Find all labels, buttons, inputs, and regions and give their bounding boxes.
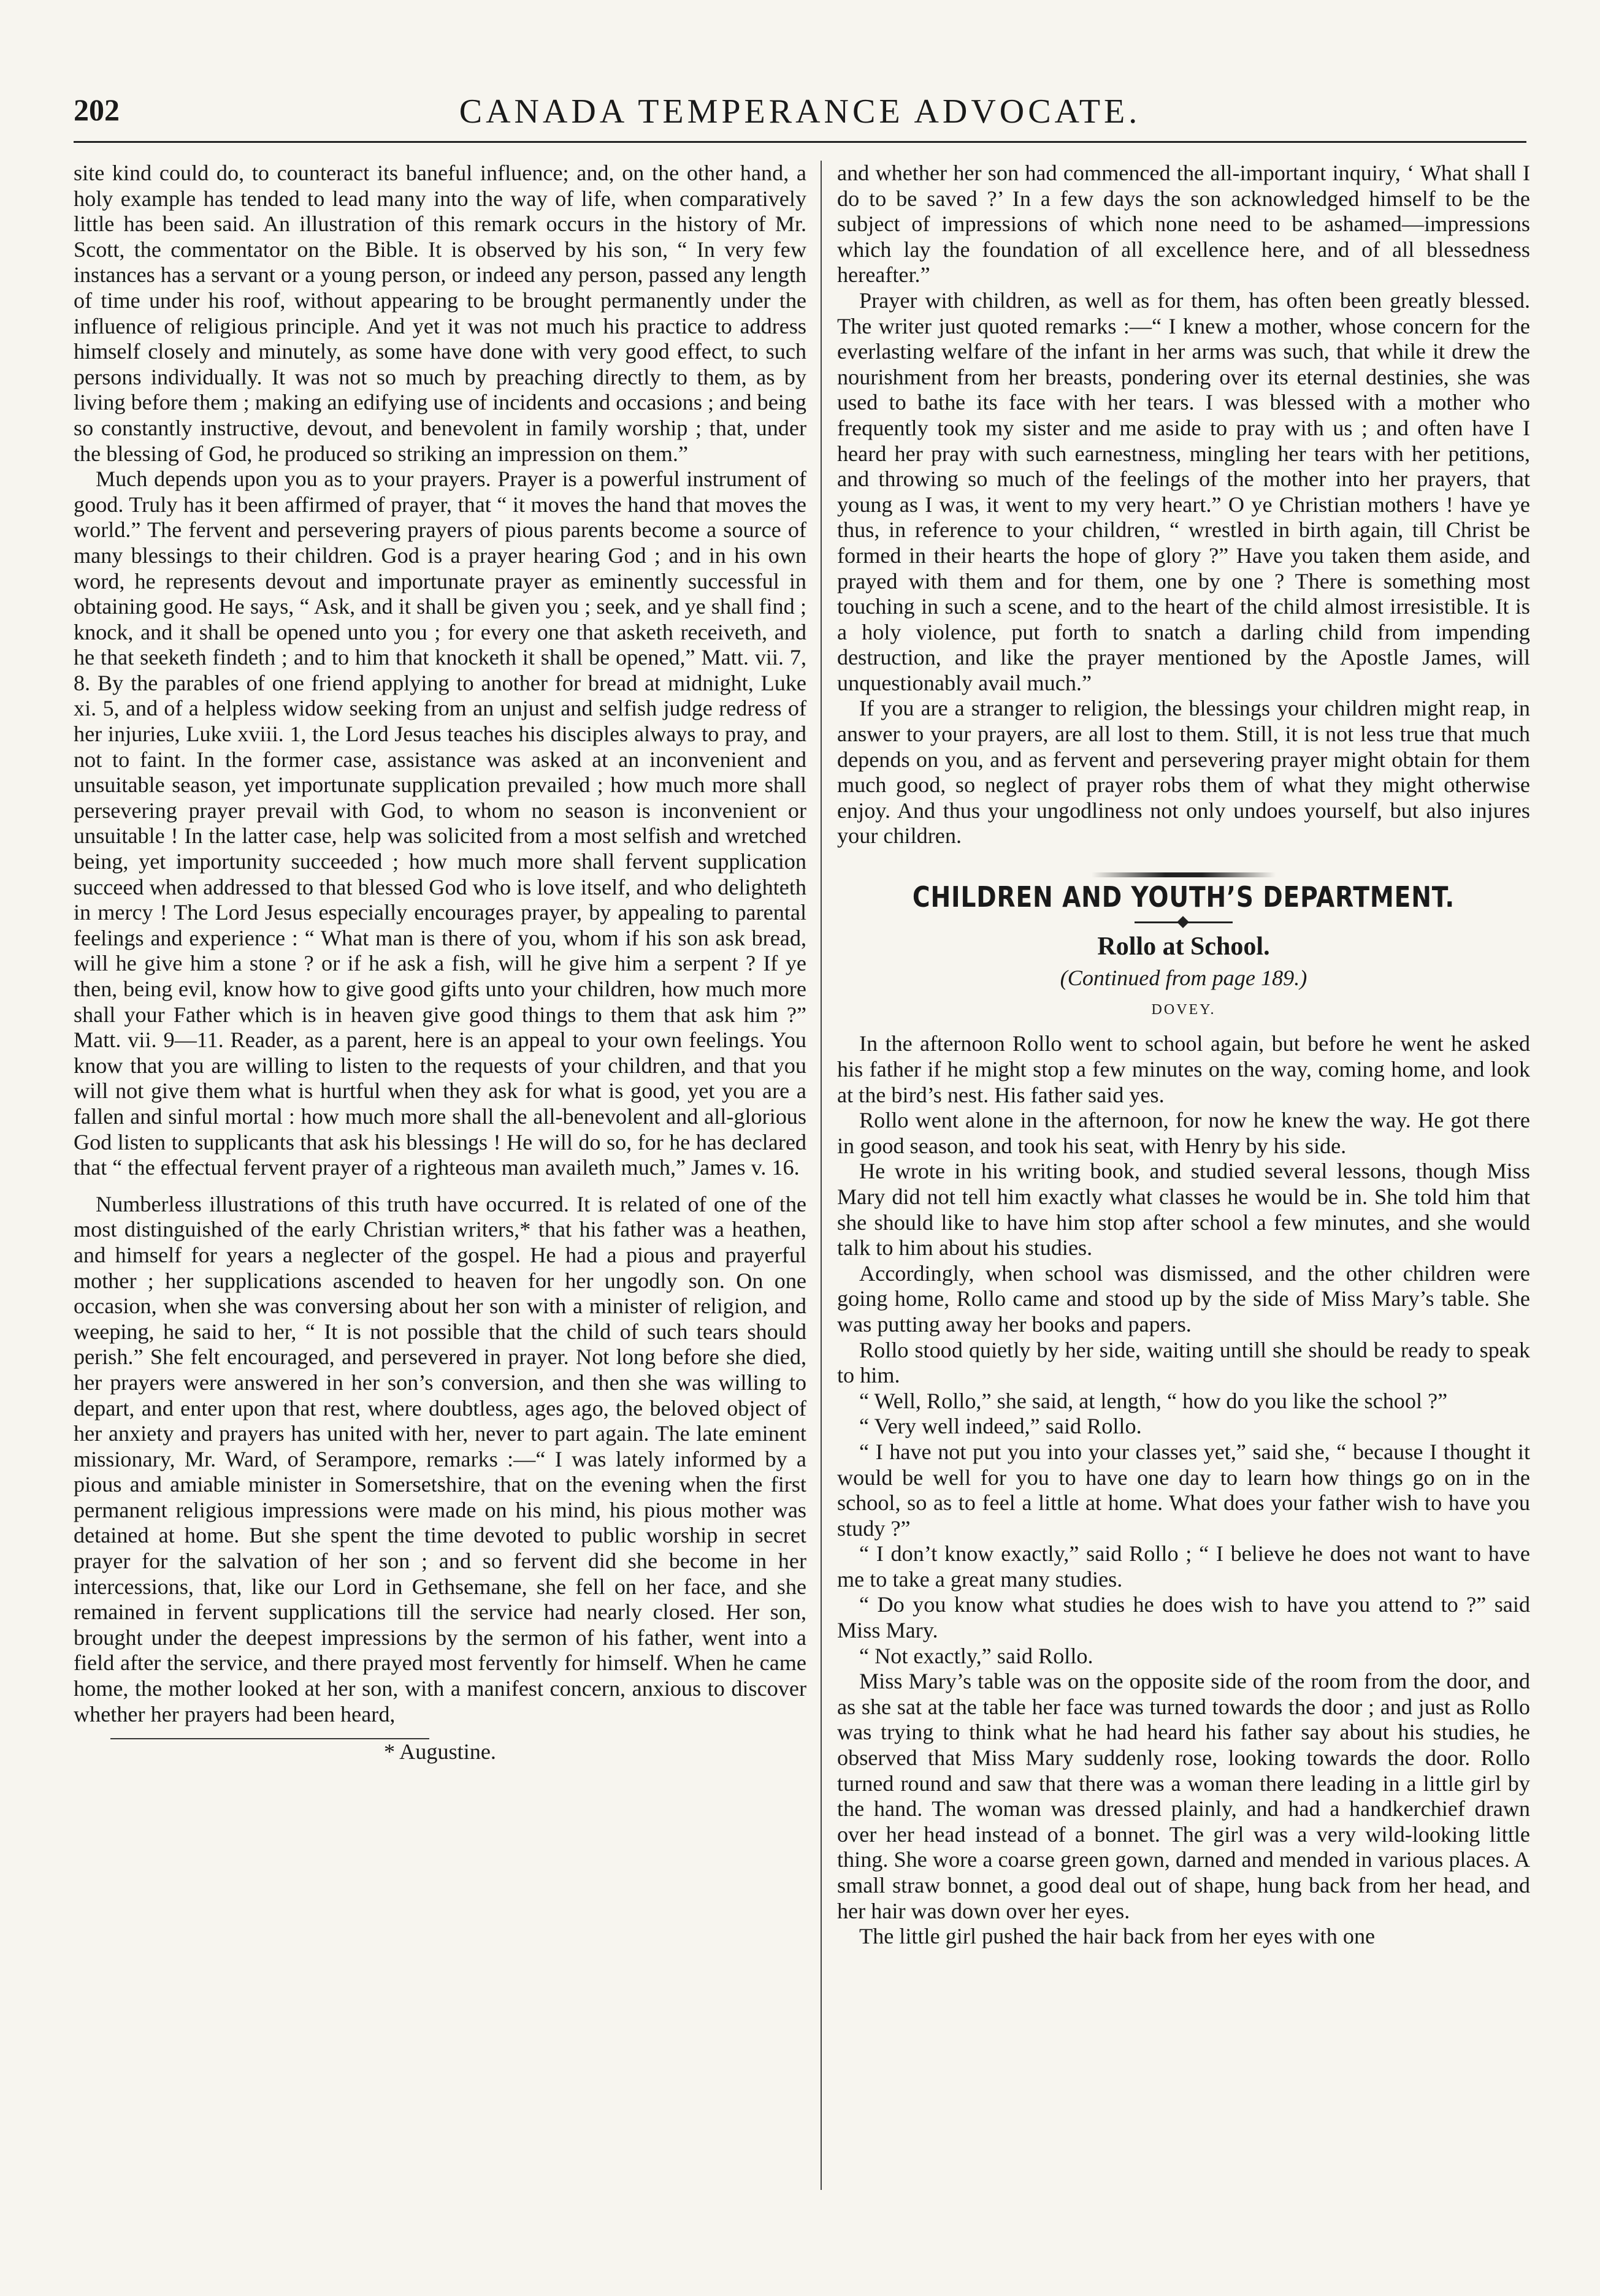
left-column	[74, 161, 806, 1765]
story-paragraph: Rollo went alone in the afternoon, for now he knew the way. He got there in good season, and took his seat, with Henry by his side.	[837, 1108, 1530, 1158]
story-paragraph: “ I don’t know exactly,” said Rollo ; “ I believe he does not want to have me to take a great many studies.	[837, 1541, 1530, 1592]
article-paragraph: Much depends upon you as to your prayers. Prayer is a powerful instrument of good. Truly has it been affirmed of prayer, that “ it moves the hand that moves the world.” The fervent and persevering prayers of pious parents become a source of many blessings to their children. God is a prayer hearing God ; and in his own word, he represents devout and importunate prayer as eminently successful in obtaining good. He says, “ Ask, and it shall be given you ; seek, and ye shall find ; knock, and it shall be opened unto you ; for every one that asketh receiveth, and he that seeketh findeth ; and to him that knocketh it shall be opened,” Matt. vii. 7, 8. By the parables of one friend applying to another for bread at midnight, Luke xi. 5, and of a helpless widow seeking from an unjust and selfish judge redress of her injuries, Luke xviii. 1, the Lord Jesus teaches his disciples always to pray, and not to faint. In the former case, assistance was asked at an inconvenient and unsuitable season, yet importunate supplication prevailed ; how much more shall persevering prayer prevail with God, to whom no season is inconvenient or unsuitable ! In the latter case, help was solicited from a most selfish and wretched being, yet importunity succeeded ; how much more shall fervent supplication succeed when addressed to that blessed God who is love itself, and who delighteth in mercy ! The Lord Jesus especially encourages prayer, by appealing to parental feelings and experience : “ What man is there of you, whom if his son ask bread, will he give him a stone ? or if he ask a fish, will he give him a serpent ? If ye then, being evil, know how to give good gifts unto your children, how much more shall your Father which is in heaven give good things to them that ask him ?” Matt. vii. 9—11. Reader, as a parent, here is an appeal to your own feelings. You know that you are willing to listen to the requests of your children, and that you will not give them what is hurtful when they ask for what is good, yet you are a fallen and sinful mortal : how much more shall the all-benevolent and all-glorious God listen to supplicants that ask his blessings ! He will do so, for he has declared that “ the effectual fervent prayer of a righteous man availeth much,” James v. 16.	[74, 467, 806, 1180]
page-number: 202	[74, 93, 120, 127]
article-paragraph: and whether her son had commenced the all-important inquiry, ‘ What shall I do to be saved ?’ In a few days the son acknowledged himself to be the subject of impressions of which none need to be ashamed—impressions which lay the foundation of all excellence here, and of all blessedness hereafter.”	[837, 161, 1530, 288]
ornamental-rule-small	[1135, 921, 1233, 923]
story-paragraph: “ Not exactly,” said Rollo.	[859, 1643, 1093, 1668]
story-paragraph: In the afternoon Rollo went to school again, but before he went he asked his father if he might stop a few minutes on the way, coming home, and look at the bird’s nest. His father said yes.	[837, 1031, 1530, 1107]
story-paragraph: The little girl pushed the hair back from her eyes with one	[859, 1924, 1376, 1949]
story-paragraph: He wrote in his writing book, and studied several lessons, though Miss Mary did not tell him exactly what classes he would be in. She told him that she should like to have him stop after school a few minutes, and she would talk to him about his studies.	[837, 1159, 1530, 1261]
department-heading: CHILDREN AND YOUTH’S DEPARTMENT.	[912, 880, 1455, 914]
story-paragraph: “ I have not put you into your classes yet,” said she, “ because I thought it would be well for you to have one day to learn how things go on in the school, so as to feel a little at home. What does your father wish to have you study ?”	[837, 1439, 1530, 1541]
story-paragraph: Rollo stood quietly by her side, waiting untill she should be ready to speak to him.	[837, 1337, 1530, 1388]
right-column	[837, 161, 1530, 1950]
story-paragraph: Accordingly, when school was dismissed, and the other children were going home, Rollo came and stood up by the side of Miss Mary’s table. She was putting away her books and papers.	[837, 1261, 1530, 1337]
story-paragraph: “ Do you know what studies he does wish to have you attend to ?” said Miss Mary.	[837, 1592, 1530, 1643]
story-paragraph: Miss Mary’s table was on the opposite side of the room from the door, and as she sat at the table her face was turned towards the door ; and just as Rollo was trying to think what he had heard his father say about his studies, he observed that Miss Mary suddenly rose, looking towards the door. Rollo turned round and saw that there was a woman there leading in a little girl by the hand. The woman was dressed plainly, and had a handkerchief drawn over her head instead of a bonnet. The girl was a very wild-looking little thing. She wore a coarse green gown, darned and mended in various places. A small straw bonnet, a good deal out of shape, hung back from her head, and her hair was down over her eyes.	[837, 1669, 1530, 1923]
story-title: Rollo at School.	[1097, 932, 1270, 961]
page-header	[74, 92, 1526, 143]
ornamental-rule	[1092, 872, 1276, 877]
story-chapter: DOVEY.	[1151, 1001, 1216, 1018]
article-paragraph: If you are a stranger to religion, the blessings your children might reap, in answer to your prayers, are all lost to them. Still, it is not less true that much depends on you, and as fervent and persevering prayer might obtain for them much good, so neglect of prayer robs them of what they might otherwise enjoy. And thus your ungodliness not only undoes yourself, but also injures your children.	[837, 696, 1530, 849]
article-paragraph: Prayer with children, as well as for them, has often been greatly blessed. The writer just quoted remarks :—“ I knew a mother, whose concern for the everlasting welfare of the infant in her arms was such, that while it drew the nourishment from her breasts, pondering over its eternal destinies, she was used to bathe its face with her tears. I was blessed with a mother who frequently took my sister and me aside to pray with us ; and often have I heard her pray with such earnestness, mingling her tears with her petitions, and throwing so much of the feelings of the mother into her prayers, that young as I was, it went to my very heart.” O ye Christian mothers ! have ye thus, in reference to your children, “ wrestled in birth again, till Christ be formed in their hearts the hope of glory ?” Have you taken them aside, and prayed with them and for them, one by one ? There is something most touching in such a scene, and to the heart of the child almost irresistible. It is a holy violence, put forth to snatch a darling child from impending destruction, and like the prayer mentioned by the Apostle James, will unquestionably avail much.”	[837, 288, 1530, 695]
story-paragraph: “ Very well indeed,” said Rollo.	[859, 1414, 1142, 1439]
column-divider	[821, 161, 822, 2190]
publication-title: CANADA TEMPERANCE ADVOCATE.	[459, 93, 1141, 131]
story-paragraph: “ Well, Rollo,” she said, at length, “ how do you like the school ?”	[859, 1388, 1448, 1413]
article-paragraph: Numberless illustrations of this truth have occurred. It is related of one of the most distinguished of the early Christian writers,* that his father was a heathen, and himself for years a neglecter of the gospel. He had a pious and prayerful mother ; her supplications ascended to heaven for her ungodly son. On one occasion, when she was conversing about her son with a minister of religion, and weeping, he said to her, “ It is not possible that the child of such tears should perish.” She felt encouraged, and persevered in prayer. Not long before she died, her prayers were answered in her son’s conversion, and then she was willing to depart, and enter upon that rest, where doubtless, ages ago, the beloved object of her anxiety and prayers has united with her, never to part again. The late eminent missionary, Mr. Ward, of Serampore, remarks :—“ I was lately informed by a pious and amiable minister in Somersetshire, that on the evening when the first permanent religious impressions were made on his mind, his pious mother was detained at home. But she spent the time devoted to public worship in secret prayer for the salvation of her son ; and so fervent did she become in her intercessions, that, like our Lord in Gethsemane, she fell on her face, and she remained in fervent supplications till the service had nearly closed. Her son, brought under the deepest impressions by the sermon of his father, went into a field after the service, and there prayed most fervently for himself. When he came home, the mother looked at her son, with a manifest concern, anxious to discover whether her prayers had been heard,	[74, 1191, 806, 1726]
footnote: * Augustine.	[384, 1739, 496, 1764]
article-paragraph: site kind could do, to counteract its baneful influence; and, on the other hand, a holy example has tended to lead many into the way of life, when comparatively little has been said. An illustration of this remark occurs in the history of Mr. Scott, the commentator on the Bible. It is observed by his son, “ In very few instances has a servant or a young person, or indeed any person, passed any length of time under his roof, without appearing to be brought permanently under the influence of religious principle. And yet it was not much his practice to address himself closely and minutely, as some have done with very good effect, to such persons individually. It was not so much by preaching directly to them, as by living before them ; making an edifying use of incidents and occasions ; and being so constantly instructive, devout, and benevolent in family worship ; that, under the blessing of God, he produced so striking an impression on them.”	[74, 161, 806, 466]
story-subtitle: (Continued from page 189.)	[1060, 966, 1307, 991]
